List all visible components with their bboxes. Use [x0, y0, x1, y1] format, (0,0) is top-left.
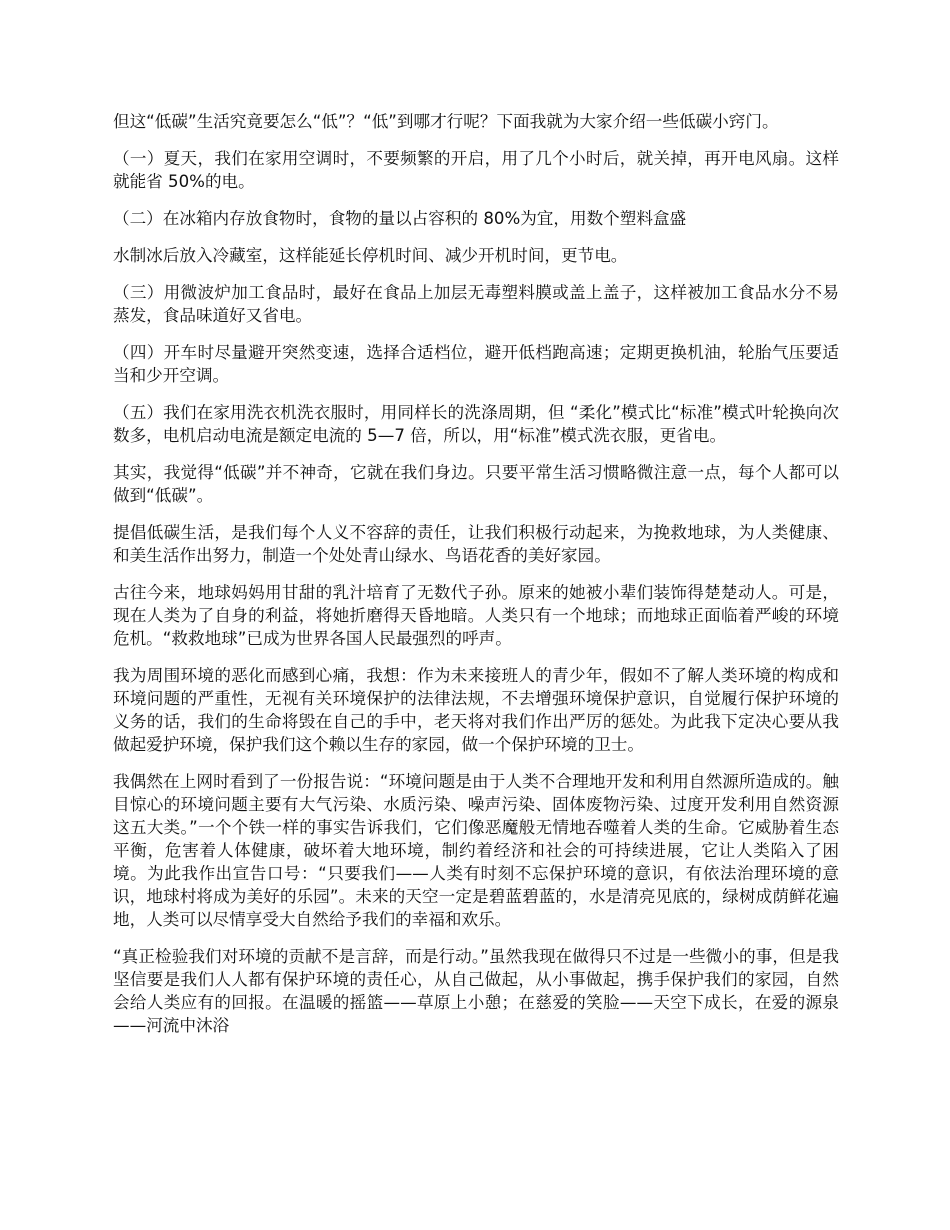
paragraph-action: “真正检验我们对环境的贡献不是言辞，而是行动。”虽然我现在做得只不过是一些微小的事，但是我坚信要是我们人人都有保护环境的责任心，从自己做起，从小事做起，携手保护我们的家园，自然会给人类应有的回报。在温暖的摇篮——草原上小憩；在慈爱的笑脸——天空下成长，在爱的源泉——河流中沐浴 [113, 947, 839, 1035]
paragraph-advocacy: 提倡低碳生活，是我们每个人义不容辞的责任，让我们积极行动起来，为挽救地球，为人类健康、和美生活作出努力，制造一个处处青山绿水、鸟语花香的美好家园。 [113, 523, 839, 565]
paragraph-tip-3: （三）用微波炉加工食品时，最好在食品上加层无毒塑料膜或盖上盖子，这样被加工食品水分不易蒸发，食品味道好又省电。 [113, 283, 839, 325]
paragraph-report: 我偶然在上网时看到了一份报告说：“环境问题是由于人类不合理地开发和利用自然源所造成的。触目惊心的环境问题主要有大气污染、水质污染、噪声污染、固体废物污染、过度开发利用自然资源这五大类。”一个个铁一样的事实告诉我们，它们像恶魔般无情地吞噬着人类的生命。它威胁着生态平衡，危害着人体健康，破坏着大地环境，制约着经济和社会的可持续进展，它让人类陷入了困境。为此我作出宣告口号：“只要我们——人类有时刻不忘保护环境的意识，有依法治理环境的意识，地球村将成为美好的乐园”。未来的天空一定是碧蓝碧蓝的，水是清亮见底的，绿树成荫鲜花遍地，人类可以尽情享受大自然给予我们的幸福和欢乐。 [113, 772, 839, 929]
paragraph-tip-2-cont: 水制冰后放入冷藏室，这样能延长停机时间、减少开机时间，更节电。 [113, 246, 628, 265]
paragraph-concern: 我为周围环境的恶化而感到心痛，我想：作为未来接班人的青少年，假如不了解人类环境的构成和环境问题的严重性，无视有关环境保护的法律法规，不去增强环境保护意识，自觉履行保护环境的义务的话，我们的生命将毁在自己的手中，老天将对我们作出严厉的惩处。为此我下定决心要从我做起爱护环境，保护我们这个赖以生存的家园，做一个保护环境的卫士。 [113, 666, 839, 754]
paragraph-tip-5: （五）我们在家用洗衣机洗衣服时，用同样长的洗涤周期，但 “柔化”模式比“标准”模式叶轮换向次数多，电机启动电流是额定电流的 5—7 倍，所以，用“标准”模式洗衣服，更省电。 [113, 403, 839, 445]
paragraph-tip-2: （二）在冰箱内存放食物时，食物的量以占容积的 80%为宜，用数个塑料盒盛 [113, 209, 687, 228]
document-page [113, 110, 839, 1051]
paragraph-low-carbon: 其实，我觉得“低碳”并不神奇，它就在我们身边。只要平常生活习惯略微注意一点，每个人都可以做到“低碳”。 [113, 463, 839, 505]
paragraph-tip-4: （四）开车时尽量避开突然变速，选择合适档位，避开低档跑高速；定期更换机油，轮胎气压要适当和少开空调。 [113, 343, 839, 385]
paragraph-intro: 但这“低碳”生活究竟要怎么“低”？“低”到哪才行呢？下面我就为大家介绍一些低碳小窍门。 [113, 112, 779, 131]
paragraph-tip-1: （一）夏天，我们在家用空调时，不要频繁的开启，用了几个小时后，就关掉，再开电风扇。这样就能省 50%的电。 [113, 149, 839, 191]
paragraph-mother-earth: 古往今来，地球妈妈用甘甜的乳汁培育了无数代子孙。原来的她被小辈们装饰得楚楚动人。可是，现在人类为了自身的利益，将她折磨得天昏地暗。人类只有一个地球；而地球正面临着严峻的环境危机。“救救地球”已成为世界各国人民最强烈的呼声。 [113, 583, 839, 648]
